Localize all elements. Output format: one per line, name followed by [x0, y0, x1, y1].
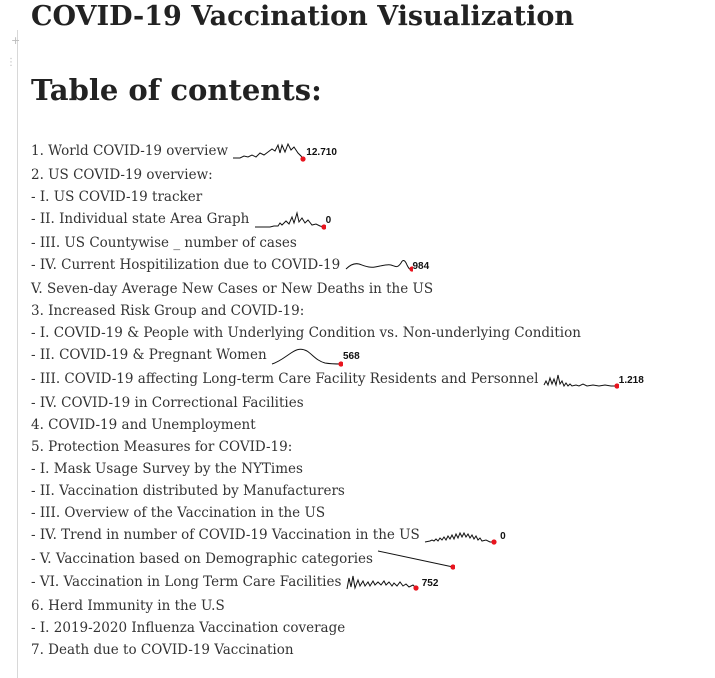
- drag-handle-icon[interactable]: ⋮: [6, 57, 16, 68]
- toc-item[interactable]: [31, 300, 711, 322]
- toc-item-label[interactable]: - I. COVID-19 & People with Underlying Condition vs. Non-underlying Condition: [31, 325, 581, 341]
- toc-item[interactable]: [31, 232, 711, 254]
- sparkline-chart: [346, 571, 422, 593]
- toc-item[interactable]: [31, 322, 711, 344]
- sparkline-line: [272, 349, 341, 364]
- toc-item-label[interactable]: 7. Death due to COVID-19 Vaccination: [31, 641, 294, 658]
- sparkline-value: 568: [342, 351, 360, 362]
- page-title: COVID-19 Vaccination Visualization: [31, 1, 574, 32]
- toc-item-label[interactable]: - V. Vaccination based on Demographic categories: [31, 551, 373, 567]
- sparkline-chart: [254, 209, 326, 231]
- toc-item[interactable]: [31, 368, 711, 392]
- toc-item[interactable]: [31, 480, 711, 502]
- toc-item-label[interactable]: 4. COVID-19 and Unemployment: [31, 417, 256, 433]
- sparkline-last-point: [451, 564, 456, 569]
- toc-heading: Table of contents:: [31, 73, 322, 107]
- sparkline-chart: [345, 255, 413, 277]
- toc-item-label[interactable]: 1. World COVID-19 overview: [31, 143, 228, 159]
- sparkline-line: [255, 213, 324, 227]
- cell-gutter-line: [17, 30, 18, 678]
- sparkline-last-point: [413, 585, 418, 590]
- toc-item[interactable]: [31, 414, 711, 436]
- toc-item[interactable]: [31, 524, 711, 548]
- toc-item[interactable]: [31, 548, 711, 571]
- toc-item[interactable]: [31, 458, 711, 480]
- sparkline-chart: [424, 525, 500, 547]
- sparkline-line: [347, 576, 416, 589]
- sparkline-line: [233, 144, 303, 159]
- sparkline-value: 0: [500, 531, 506, 542]
- toc-item-label[interactable]: - I. 2019-2020 Influenza Vaccination coverage: [31, 619, 346, 636]
- toc-item[interactable]: [31, 140, 711, 164]
- sparkline-value: 984: [412, 261, 430, 272]
- toc-item-label[interactable]: - I. Mask Usage Survey by the NYTimes: [31, 461, 303, 477]
- sparkline-value: 0: [325, 215, 332, 226]
- toc-item[interactable]: [31, 278, 711, 300]
- sparkline-value: 12.710: [306, 147, 337, 158]
- sparkline-chart: [271, 345, 343, 367]
- toc-item[interactable]: [31, 639, 711, 661]
- toc-item-label[interactable]: - IV. Trend in number of COVID-19 Vaccination in the US: [31, 527, 420, 543]
- toc-item[interactable]: [31, 392, 711, 414]
- toc-item-label[interactable]: 2. US COVID-19 overview:: [31, 167, 213, 183]
- toc-item[interactable]: [31, 502, 711, 524]
- toc-item[interactable]: [31, 344, 711, 368]
- toc-item-label[interactable]: - I. US COVID-19 tracker: [31, 189, 203, 205]
- toc-item-label[interactable]: - III. COVID-19 affecting Long-term Care Facility Residents and Personnel: [31, 371, 539, 387]
- toc-item-label[interactable]: 5. Protection Measures for COVID-19:: [31, 439, 293, 455]
- toc-item[interactable]: [31, 571, 711, 595]
- sparkline-value: 1.218: [618, 375, 644, 386]
- toc-item-label[interactable]: V. Seven-day Average New Cases or New Deaths in the US: [31, 281, 434, 297]
- toc-item-label[interactable]: - II. Individual state Area Graph: [31, 211, 250, 227]
- toc-item[interactable]: [31, 436, 711, 458]
- toc-item[interactable]: [31, 208, 711, 232]
- sparkline-chart: [232, 141, 306, 163]
- toc-item-label[interactable]: 6. Herd Immunity in the U.S: [31, 597, 225, 614]
- toc-item-label[interactable]: - II. COVID-19 & Pregnant Women: [31, 347, 267, 363]
- toc-item[interactable]: [31, 186, 711, 208]
- toc-item-label[interactable]: - III. Overview of the Vaccination in the US: [31, 505, 326, 521]
- sparkline-line: [378, 551, 453, 567]
- toc-item-label[interactable]: - VI. Vaccination in Long Term Care Facilities: [31, 573, 342, 590]
- toc-item[interactable]: [31, 617, 711, 639]
- toc-item-label[interactable]: - III. US Countywise _ number of cases: [31, 235, 297, 251]
- toc-item[interactable]: [31, 164, 711, 186]
- sparkline-line: [544, 375, 617, 386]
- add-cell-icon[interactable]: +: [11, 34, 21, 47]
- toc-item-label[interactable]: 3. Increased Risk Group and COVID-19:: [31, 303, 305, 319]
- toc-item[interactable]: [31, 595, 711, 617]
- sparkline-line: [346, 260, 412, 269]
- sparkline-value: 752: [421, 577, 439, 589]
- sparkline-last-point: [491, 539, 496, 544]
- toc-item-label[interactable]: - II. Vaccination distributed by Manufacturers: [31, 483, 345, 499]
- toc-item-label[interactable]: - IV. COVID-19 in Correctional Facilities: [31, 395, 304, 411]
- toc-item-label[interactable]: - IV. Current Hospitilization due to COVID-19: [31, 257, 341, 273]
- toc-item[interactable]: [31, 254, 711, 278]
- sparkline-line: [425, 533, 494, 542]
- sparkline-chart: [377, 549, 455, 571]
- sparkline-chart: [543, 369, 619, 391]
- table-of-contents: [31, 140, 711, 661]
